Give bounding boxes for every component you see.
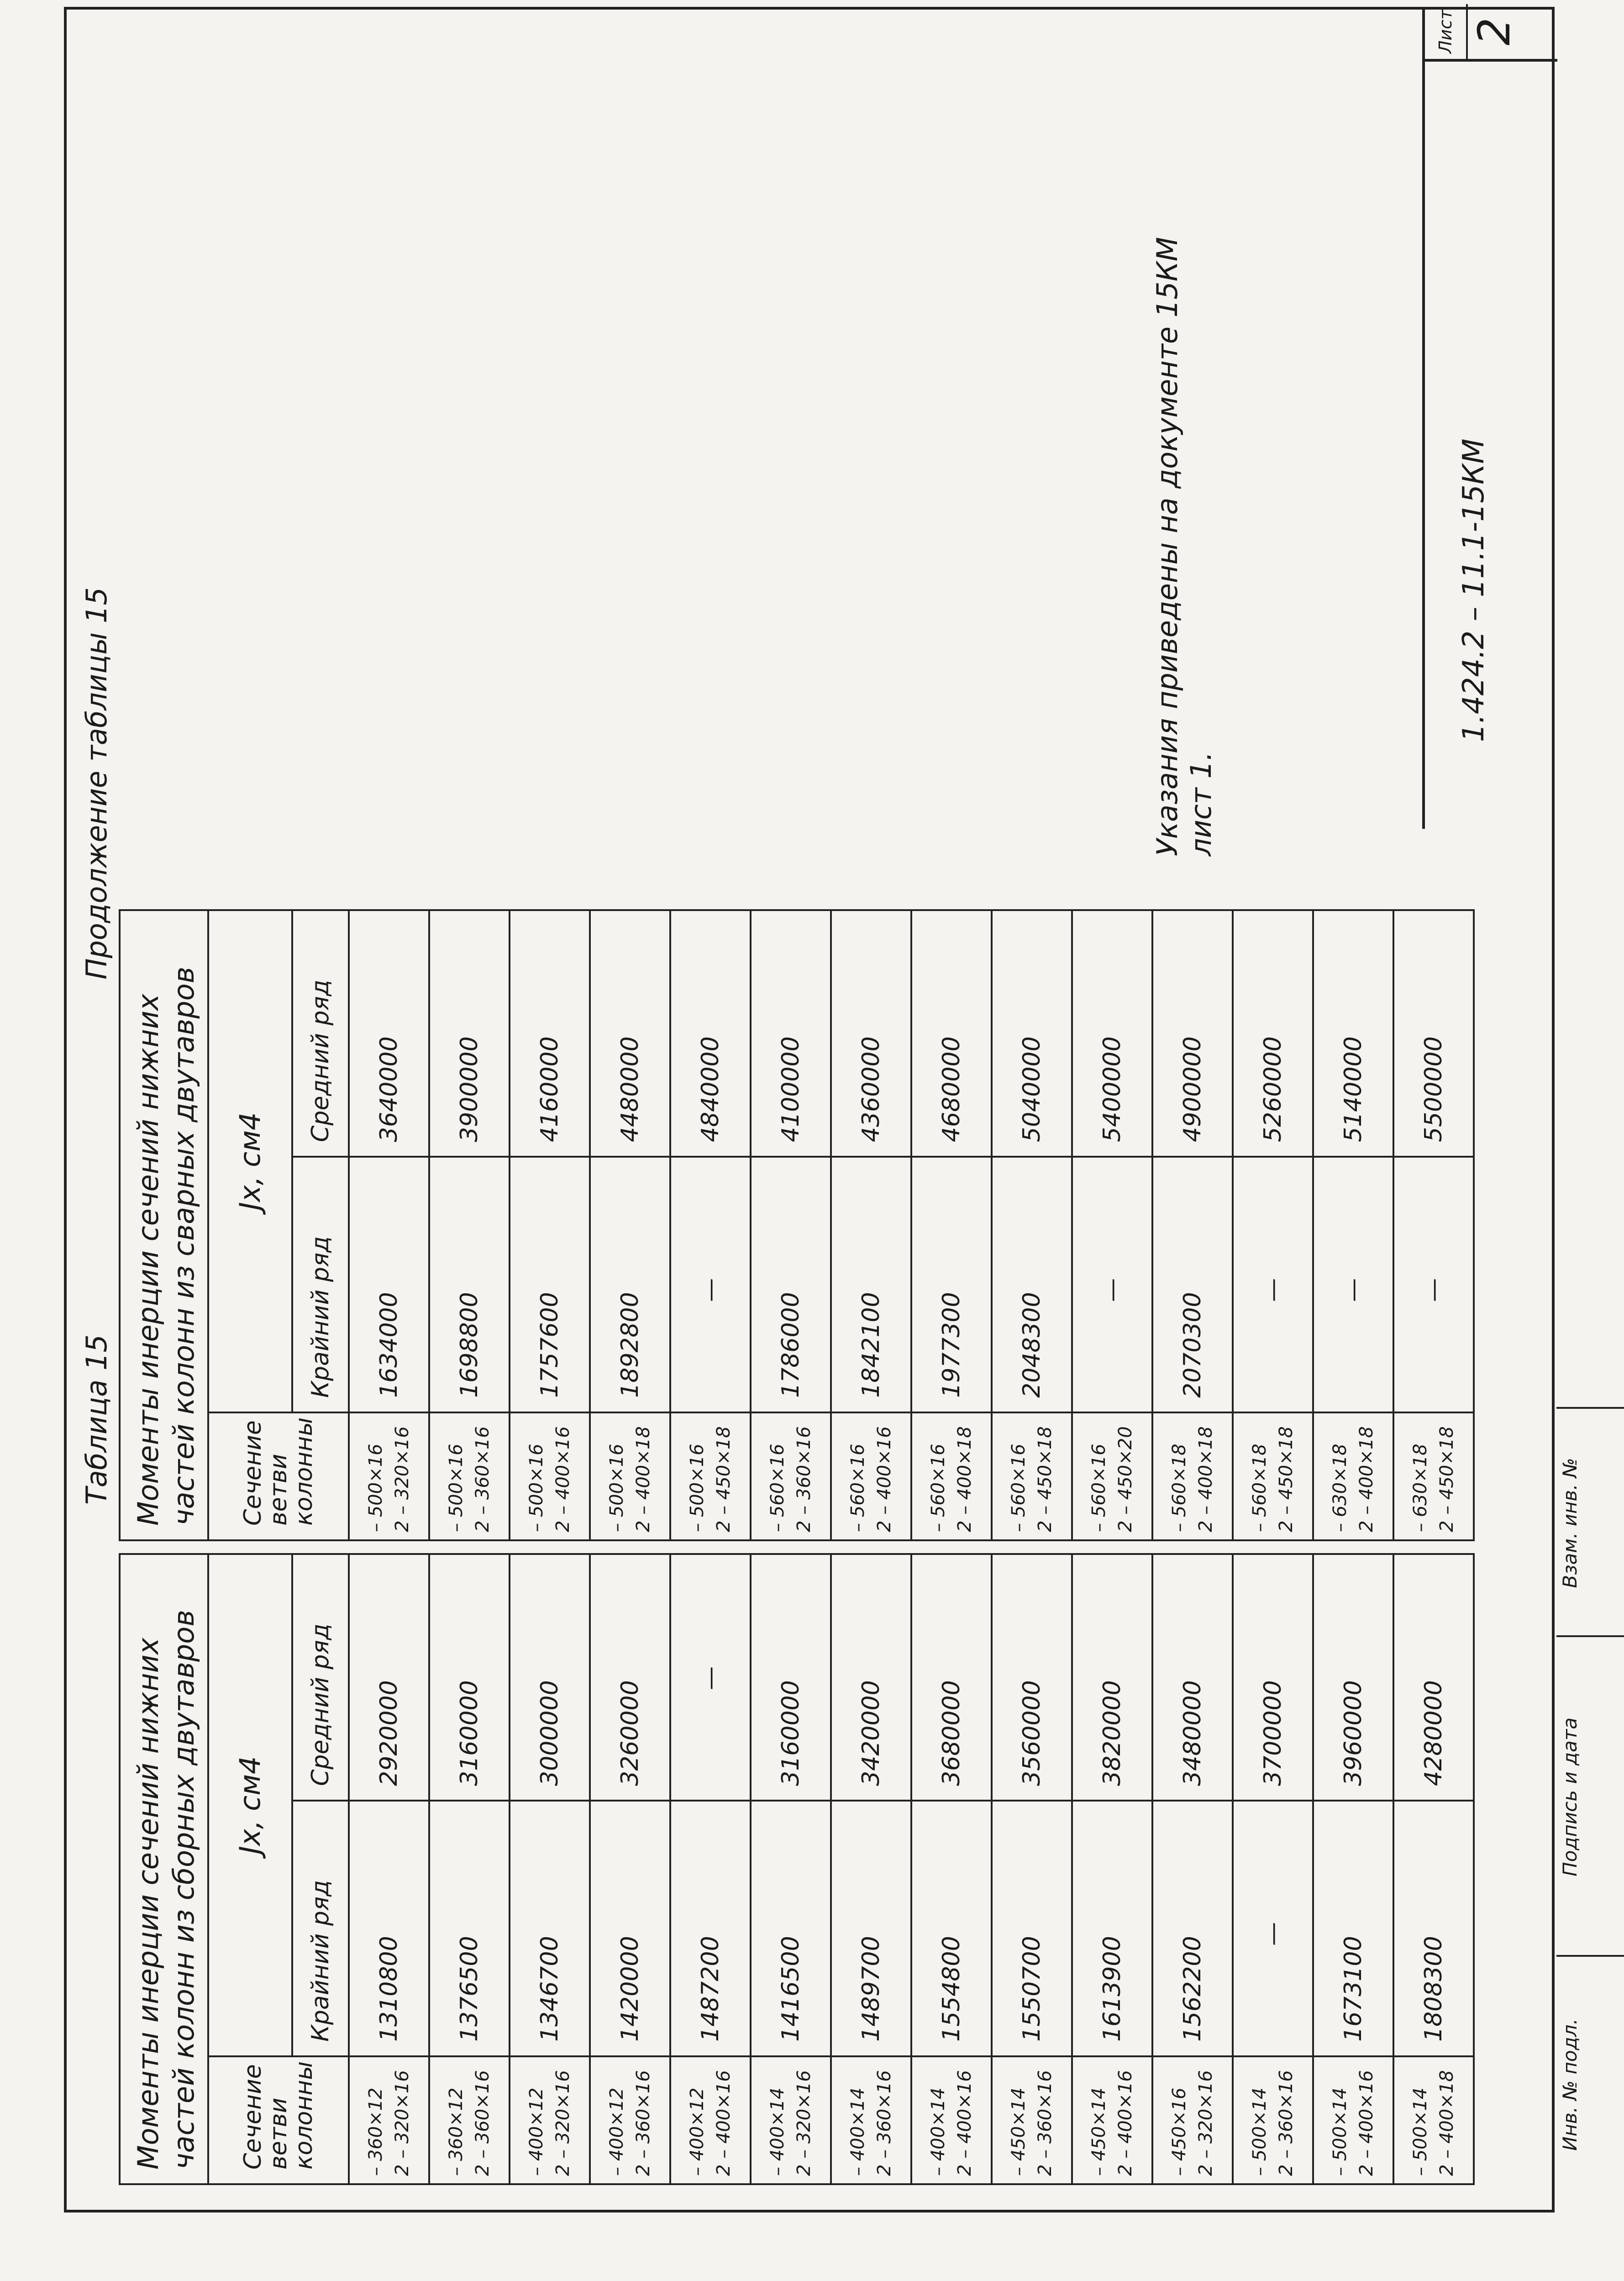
section-web: – 500×16 xyxy=(687,1443,708,1532)
section-web: – 500×16 xyxy=(446,1443,467,1532)
section-cell xyxy=(751,2056,831,2184)
section-web: – 560×16 xyxy=(847,1443,868,1532)
section-flanges: 2 – 320×16 xyxy=(552,2070,573,2176)
side-field-replace: Взам. инв. № xyxy=(1556,1407,1624,1637)
outer-row-value: — xyxy=(1313,1157,1393,1412)
title-block xyxy=(1422,7,1557,829)
section-flanges: 2 – 400×16 xyxy=(954,2070,975,2176)
table-row xyxy=(1072,910,1152,1540)
left-table xyxy=(119,1553,1475,2185)
table-row xyxy=(831,910,911,1540)
section-cell xyxy=(510,2056,590,2184)
middle-row-value: 4160000 xyxy=(510,910,590,1157)
outer-row-value: 1487200 xyxy=(670,1801,751,2056)
outer-row-value: 1550700 xyxy=(992,1801,1072,2056)
middle-row-value: 3260000 xyxy=(590,1554,670,1801)
section-cell xyxy=(1152,1412,1233,1540)
right-title-line1: Моменты инерции сечений нижних xyxy=(131,994,165,1526)
right-title-line2: частей колонн из сварных двутавров xyxy=(167,966,200,1526)
section-cell xyxy=(1072,2056,1152,2184)
outer-row-value: 1613900 xyxy=(1072,1801,1152,2056)
section-flanges: 2 – 360×16 xyxy=(633,2070,654,2176)
middle-row-value: 4680000 xyxy=(911,910,992,1157)
section-cell xyxy=(590,1412,670,1540)
section-flanges: 2 – 360×16 xyxy=(794,1426,815,1532)
section-web: – 450×14 xyxy=(1008,2087,1029,2176)
section-web: – 450×14 xyxy=(1088,2087,1109,2176)
section-cell xyxy=(831,2056,911,2184)
section-web: – 360×12 xyxy=(446,2087,467,2176)
table-row xyxy=(1072,1554,1152,2184)
section-web: – 500×16 xyxy=(606,1443,627,1532)
section-cell xyxy=(911,1412,992,1540)
section-cell xyxy=(670,1412,751,1540)
outer-row-value: 1673100 xyxy=(1313,1801,1393,2056)
section-flanges: 2 – 320×16 xyxy=(1195,2070,1216,2176)
sheet-box xyxy=(1425,4,1557,62)
right-table xyxy=(119,909,1475,1541)
section-web: – 560×18 xyxy=(1249,1443,1270,1532)
section-web: – 560×16 xyxy=(1008,1443,1029,1532)
left-table-caption: Таблица 15 xyxy=(80,1334,113,1505)
table-row xyxy=(670,1554,751,2184)
outer-row-value: 1420000 xyxy=(590,1801,670,2056)
section-cell xyxy=(992,2056,1072,2184)
section-web: – 630×18 xyxy=(1330,1443,1351,1532)
middle-row-value: 2920000 xyxy=(349,1554,429,1801)
section-web: – 450×16 xyxy=(1169,2087,1190,2176)
section-flanges: 2 – 450×18 xyxy=(713,1426,734,1532)
table-row xyxy=(429,1554,510,2184)
outer-row-value: 2048300 xyxy=(992,1157,1072,1412)
table-row xyxy=(911,910,992,1540)
outer-row-value: 1489700 xyxy=(831,1801,911,2056)
right-table-caption: Продолжение таблицы 15 xyxy=(80,587,113,980)
section-cell xyxy=(1393,1412,1474,1540)
section-cell xyxy=(349,2056,429,2184)
section-flanges: 2 – 400×18 xyxy=(1356,1426,1377,1532)
right-col-middle: Средний ряд xyxy=(292,910,349,1157)
section-flanges: 2 – 400×16 xyxy=(874,1426,895,1532)
outer-row-value: 2070300 xyxy=(1152,1157,1233,1412)
table-row xyxy=(1233,910,1313,1540)
section-web: – 560×16 xyxy=(928,1443,949,1532)
section-flanges: 2 – 360×16 xyxy=(472,2070,493,2176)
middle-row-value: 3480000 xyxy=(1152,1554,1233,1801)
outer-row-value: 1892800 xyxy=(590,1157,670,1412)
section-cell xyxy=(1313,1412,1393,1540)
table-row xyxy=(831,1554,911,2184)
outer-row-value: 1698800 xyxy=(429,1157,510,1412)
middle-row-value: 4480000 xyxy=(590,910,670,1157)
section-cell xyxy=(1233,2056,1313,2184)
section-flanges: 2 – 400×16 xyxy=(552,1426,573,1532)
section-flanges: 2 – 400×18 xyxy=(1436,2070,1457,2176)
middle-row-value: 3160000 xyxy=(751,1554,831,1801)
outer-row-value: 1376500 xyxy=(429,1801,510,2056)
section-cell xyxy=(1393,2056,1474,2184)
left-table-title xyxy=(120,1554,208,2184)
section-cell xyxy=(349,1412,429,1540)
section-cell xyxy=(590,2056,670,2184)
left-col-section: Сечение ветви колонны xyxy=(208,2056,349,2184)
outer-row-value: 1416500 xyxy=(751,1801,831,2056)
section-flanges: 2 – 360×16 xyxy=(1276,2070,1297,2176)
left-title-line2: частей колонн из сборных двутавров xyxy=(167,1610,200,2170)
table-row xyxy=(1313,1554,1393,2184)
section-web: – 560×16 xyxy=(767,1443,788,1532)
document-code: 1.424.2 – 11.1-15КМ xyxy=(1457,438,1491,742)
outer-row-value: — xyxy=(670,1157,751,1412)
middle-row-value: 4360000 xyxy=(831,910,911,1157)
table-row xyxy=(590,910,670,1540)
left-col-jx: Jx, см4 xyxy=(208,1554,292,2056)
table-row xyxy=(510,910,590,1540)
outer-row-value: — xyxy=(1233,1157,1313,1412)
outer-row-value: 1808300 xyxy=(1393,1801,1474,2056)
table-row xyxy=(349,1554,429,2184)
middle-row-value: 3640000 xyxy=(349,910,429,1157)
section-flanges: 2 – 400×18 xyxy=(954,1426,975,1532)
table-row xyxy=(992,1554,1072,2184)
left-table-body xyxy=(349,1554,1474,2184)
outer-row-value: 1634000 xyxy=(349,1157,429,1412)
middle-row-value: 3680000 xyxy=(911,1554,992,1801)
right-col-jx: Jx, см4 xyxy=(208,910,292,1412)
middle-row-value: — xyxy=(670,1554,751,1801)
outer-row-value: 1346700 xyxy=(510,1801,590,2056)
outer-row-value: 1554800 xyxy=(911,1801,992,2056)
section-web: – 500×16 xyxy=(365,1443,386,1532)
section-cell xyxy=(992,1412,1072,1540)
section-web: – 400×12 xyxy=(687,2087,708,2176)
middle-row-value: 3160000 xyxy=(429,1554,510,1801)
sheet-label: Лист xyxy=(1425,4,1468,59)
outer-row-value: 1786000 xyxy=(751,1157,831,1412)
middle-row-value: 5400000 xyxy=(1072,910,1152,1157)
outer-row-value: 1842100 xyxy=(831,1157,911,1412)
table-row xyxy=(670,910,751,1540)
middle-row-value: 3560000 xyxy=(992,1554,1072,1801)
section-cell xyxy=(911,2056,992,2184)
sheet-number: 2 xyxy=(1469,17,1520,46)
table-row xyxy=(751,1554,831,2184)
section-flanges: 2 – 360×16 xyxy=(1035,2070,1056,2176)
section-web: – 500×14 xyxy=(1330,2087,1351,2176)
section-flanges: 2 – 450×18 xyxy=(1436,1426,1457,1532)
section-web: – 400×12 xyxy=(526,2087,547,2176)
middle-row-value: 5140000 xyxy=(1313,910,1393,1157)
section-cell xyxy=(429,2056,510,2184)
middle-row-value: 3000000 xyxy=(510,1554,590,1801)
section-flanges: 2 – 360×16 xyxy=(874,2070,895,2176)
middle-row-value: 3700000 xyxy=(1233,1554,1313,1801)
middle-row-value: 4900000 xyxy=(1152,910,1233,1157)
left-title-line1: Моменты инерции сечений нижних xyxy=(131,1638,165,2170)
section-cell xyxy=(1072,1412,1152,1540)
outer-row-value: — xyxy=(1072,1157,1152,1412)
section-cell xyxy=(831,1412,911,1540)
left-col-middle: Средний ряд xyxy=(292,1554,349,1801)
section-cell xyxy=(510,1412,590,1540)
section-web: – 400×14 xyxy=(767,2087,788,2176)
section-web: – 500×14 xyxy=(1249,2087,1270,2176)
section-web: – 560×16 xyxy=(1088,1443,1109,1532)
middle-row-value: 3960000 xyxy=(1313,1554,1393,1801)
middle-row-value: 5500000 xyxy=(1393,910,1474,1157)
right-table-title xyxy=(120,910,208,1540)
right-col-section: Сечение ветви колонны xyxy=(208,1412,349,1540)
table-row xyxy=(1393,910,1474,1540)
middle-row-value: 3900000 xyxy=(429,910,510,1157)
outer-row-value: 1562200 xyxy=(1152,1801,1233,2056)
table-row xyxy=(751,910,831,1540)
section-flanges: 2 – 400×18 xyxy=(1195,1426,1216,1532)
section-flanges: 2 – 450×18 xyxy=(1276,1426,1297,1532)
table-row xyxy=(510,1554,590,2184)
section-web: – 630×18 xyxy=(1410,1443,1431,1532)
middle-row-value: 4840000 xyxy=(670,910,751,1157)
table-row xyxy=(590,1554,670,2184)
outer-row-value: — xyxy=(1393,1157,1474,1412)
section-flanges: 2 – 400×16 xyxy=(1115,2070,1136,2176)
outer-row-value: 1977300 xyxy=(911,1157,992,1412)
section-web: – 400×14 xyxy=(847,2087,868,2176)
section-cell xyxy=(1313,2056,1393,2184)
table-row xyxy=(1152,1554,1233,2184)
middle-row-value: 5040000 xyxy=(992,910,1072,1157)
side-field-inv: Инв. № подл. xyxy=(1556,1955,1624,2213)
right-col-outer: Крайний ряд xyxy=(292,1157,349,1412)
section-flanges: 2 – 400×18 xyxy=(633,1426,654,1532)
section-cell xyxy=(1152,2056,1233,2184)
table-row xyxy=(349,910,429,1540)
table-row xyxy=(429,910,510,1540)
section-flanges: 2 – 400×16 xyxy=(1356,2070,1377,2176)
outer-row-value: — xyxy=(1233,1801,1313,2056)
section-web: – 400×12 xyxy=(606,2087,627,2176)
section-cell xyxy=(670,2056,751,2184)
section-web: – 400×14 xyxy=(928,2087,949,2176)
table-row xyxy=(1233,1554,1313,2184)
outer-row-value: 1310800 xyxy=(349,1801,429,2056)
section-web: – 500×14 xyxy=(1410,2087,1431,2176)
section-cell xyxy=(429,1412,510,1540)
section-flanges: 2 – 320×16 xyxy=(794,2070,815,2176)
section-cell xyxy=(1233,1412,1313,1540)
table-row xyxy=(1393,1554,1474,2184)
middle-row-value: 3420000 xyxy=(831,1554,911,1801)
section-web: – 360×12 xyxy=(365,2087,386,2176)
section-web: – 500×16 xyxy=(526,1443,547,1532)
right-table-body xyxy=(349,910,1474,1540)
middle-row-value: 5260000 xyxy=(1233,910,1313,1157)
table-row xyxy=(1152,910,1233,1540)
section-flanges: 2 – 320×16 xyxy=(392,1426,413,1532)
section-flanges: 2 – 360×16 xyxy=(472,1426,493,1532)
section-cell xyxy=(751,1412,831,1540)
middle-row-value: 4100000 xyxy=(751,910,831,1157)
table-row xyxy=(911,1554,992,2184)
note-text: Указания приведены на документе 15КМ лист 1. xyxy=(1151,237,1218,856)
table-row xyxy=(1313,910,1393,1540)
section-web: – 560×18 xyxy=(1169,1443,1190,1532)
section-flanges: 2 – 450×18 xyxy=(1035,1426,1056,1532)
section-flanges: 2 – 400×16 xyxy=(713,2070,734,2176)
middle-row-value: 4280000 xyxy=(1393,1554,1474,1801)
table-row xyxy=(992,910,1072,1540)
outer-row-value: 1757600 xyxy=(510,1157,590,1412)
section-flanges: 2 – 450×20 xyxy=(1115,1426,1136,1532)
middle-row-value: 3820000 xyxy=(1072,1554,1152,1801)
side-field-sign: Подпись и дата xyxy=(1556,1635,1624,1957)
section-flanges: 2 – 320×16 xyxy=(392,2070,413,2176)
left-col-outer: Крайний ряд xyxy=(292,1801,349,2056)
